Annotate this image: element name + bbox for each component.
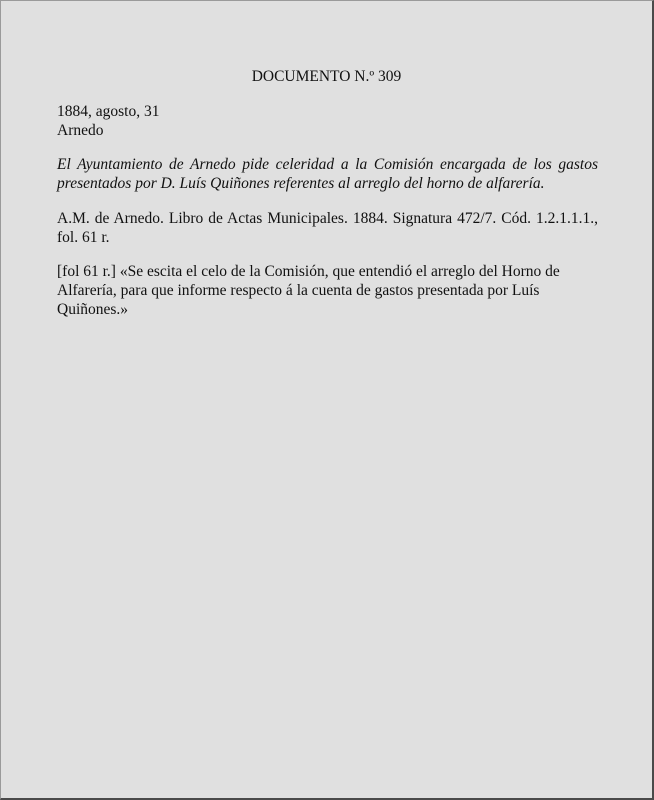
date-place-block bbox=[57, 102, 598, 140]
document-title: DOCUMENTO N.º 309 bbox=[251, 68, 402, 85]
document-date: 1884, agosto, 31 bbox=[57, 103, 160, 120]
document-summary: El Ayuntamiento de Arnedo pide celeridad a la Comisión encargada de los gastos presentados por D. Luís Quiñones referentes al arreglo del horno de alfarería. bbox=[57, 156, 598, 192]
archive-source: A.M. de Arnedo. Libro de Actas Municipales. 1884. Signatura 472/7. Cód. 1.2.1.1.1., fol. 61 r. bbox=[57, 210, 598, 246]
document-transcription: [fol 61 r.] «Se escita el celo de la Comisión, que entendió el arreglo del Horno de Alfarería, para que informe respecto á la cuenta de gastos presentada por Luís Quiñones.» bbox=[57, 263, 560, 318]
document-place: Arnedo bbox=[57, 122, 104, 139]
